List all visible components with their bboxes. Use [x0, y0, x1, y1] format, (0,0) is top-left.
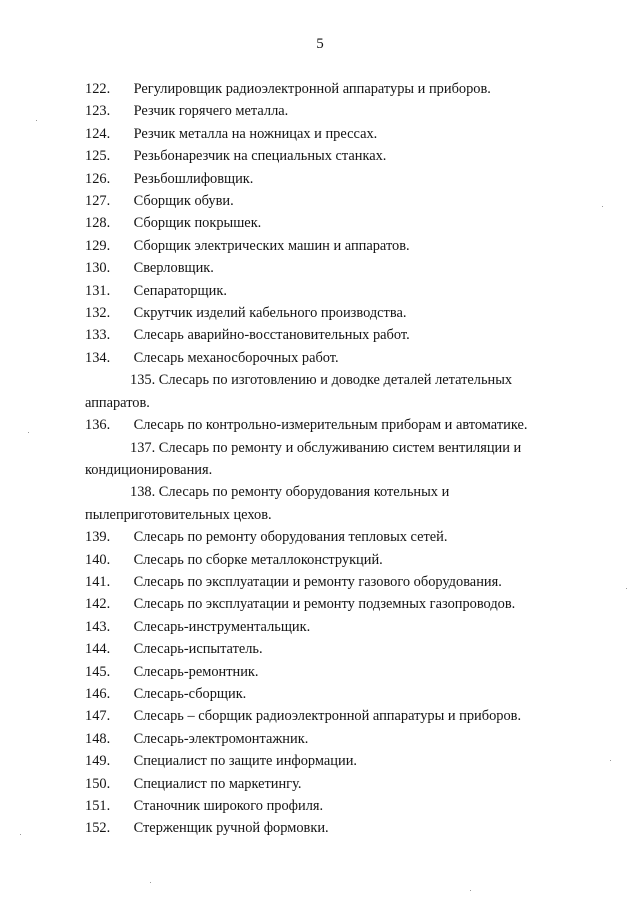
- item-text: Слесарь по эксплуатации и ремонту подземных газопроводов.: [133, 596, 516, 613]
- item-text: Слесарь-инструментальщик.: [133, 618, 311, 635]
- item-number: 127.: [85, 193, 111, 210]
- list-item: [85, 526, 595, 548]
- list-item: [85, 414, 595, 436]
- item-text: Слесарь по эксплуатации и ремонту газового оборудования.: [133, 573, 502, 590]
- item-number: 149.: [85, 753, 111, 770]
- item-text: Слесарь по изготовлению и доводке деталей летательных: [158, 372, 513, 389]
- list-item-multiline: [85, 369, 595, 414]
- list-item: [85, 728, 595, 750]
- list-item: [85, 212, 595, 234]
- item-number: 135.: [130, 372, 156, 389]
- item-number: 152.: [85, 820, 111, 837]
- item-text: Слесарь по сборке металлоконструкций.: [133, 551, 383, 568]
- list-item: [85, 78, 595, 100]
- list-item: [85, 145, 595, 167]
- item-text: Сборщик электрических машин и аппаратов.: [133, 237, 410, 254]
- list-item-multiline: [85, 437, 595, 482]
- item-text: Слесарь-испытатель.: [133, 641, 263, 658]
- item-number: 147.: [85, 708, 111, 725]
- item-text: Сборщик обуви.: [133, 193, 234, 210]
- item-number: 125.: [85, 148, 111, 165]
- scan-speck: [150, 882, 151, 883]
- item-text: Слесарь по ремонту оборудования котельных и: [158, 484, 450, 501]
- list-item: [85, 549, 595, 571]
- item-number: 148.: [85, 730, 111, 747]
- page-number: 5: [316, 36, 324, 52]
- item-number: 137.: [130, 439, 156, 456]
- item-number: 150.: [85, 775, 111, 792]
- item-number: 139.: [85, 529, 111, 546]
- item-number: 133.: [85, 327, 111, 344]
- list-item: [85, 123, 595, 145]
- item-number: 126.: [85, 170, 111, 187]
- scan-speck: [20, 834, 21, 835]
- list-item: [85, 593, 595, 615]
- list-item: [85, 235, 595, 257]
- scan-speck: [28, 432, 29, 433]
- list-item: [85, 280, 595, 302]
- list-item: [85, 638, 595, 660]
- item-continuation: кондиционирования.: [85, 461, 213, 478]
- item-text: Слесарь по ремонту и обслуживанию систем вентиляции и: [158, 439, 522, 456]
- item-number: 140.: [85, 551, 111, 568]
- item-text: Слесарь аварийно-восстановительных работ.: [133, 327, 410, 344]
- item-number: 151.: [85, 798, 111, 814]
- item-first-line: [85, 437, 595, 459]
- list-item: [85, 683, 595, 705]
- item-text: Сборщик покрышек.: [133, 215, 262, 232]
- item-number: 145.: [85, 663, 111, 680]
- list-item: [85, 302, 595, 324]
- scan-speck: [610, 760, 611, 761]
- list-item: [85, 168, 595, 190]
- list-item: [85, 773, 595, 795]
- list-item: [85, 190, 595, 212]
- list-item: [85, 750, 595, 772]
- list-item: [85, 347, 595, 369]
- item-text: Слесарь-электромонтажник.: [133, 730, 309, 747]
- item-text: Слесарь-сборщик.: [133, 685, 247, 702]
- item-continuation: аппаратов.: [85, 394, 150, 411]
- item-text: Слесарь – сборщик радиоэлектронной аппаратуры и приборов.: [133, 708, 522, 725]
- scan-speck: [602, 206, 603, 207]
- list-item: [85, 571, 595, 593]
- item-number: 134.: [85, 349, 111, 366]
- list-item: [85, 661, 595, 683]
- item-number: 136.: [85, 417, 111, 434]
- item-text: Сепараторщик.: [133, 282, 227, 299]
- scan-speck: [470, 890, 471, 891]
- item-first-line: [85, 369, 595, 391]
- list-item: [85, 817, 595, 839]
- item-continuation: пылеприготовительных цехов.: [85, 506, 272, 523]
- item-text: Стерженщик ручной формовки.: [133, 820, 329, 837]
- scan-speck: [36, 120, 37, 121]
- item-number: 130.: [85, 260, 111, 277]
- item-number: 131.: [85, 282, 111, 299]
- item-number: 122.: [85, 81, 111, 97]
- list-item: [85, 705, 595, 727]
- item-number: 138.: [130, 484, 156, 501]
- list-item: [85, 616, 595, 638]
- item-number: 146.: [85, 685, 111, 702]
- item-number: 128.: [85, 215, 111, 232]
- item-text: Резчик горячего металла.: [133, 103, 289, 120]
- item-number: 142.: [85, 596, 111, 613]
- item-number: 129.: [85, 237, 111, 254]
- item-text: Слесарь механосборочных работ.: [133, 349, 339, 366]
- scan-speck: [626, 588, 627, 589]
- item-number: 124.: [85, 125, 111, 142]
- item-number: 143.: [85, 618, 111, 635]
- list-item: [85, 795, 595, 817]
- item-text: Сверловщик.: [133, 260, 214, 277]
- item-text: Резьбонарезчик на специальных станках.: [133, 148, 387, 165]
- item-number: 123.: [85, 103, 111, 120]
- item-number: 144.: [85, 641, 111, 658]
- item-first-line: [85, 481, 595, 503]
- list-item: [85, 257, 595, 279]
- item-number: 141.: [85, 573, 111, 590]
- item-text: Резьбошлифовщик.: [133, 170, 254, 187]
- list-item: [85, 324, 595, 346]
- item-text: Слесарь по ремонту оборудования тепловых сетей.: [133, 529, 448, 546]
- profession-list: [85, 78, 595, 840]
- item-text: Резчик металла на ножницах и прессах.: [133, 125, 378, 142]
- item-text: Регулировщик радиоэлектронной аппаратуры и приборов.: [133, 81, 491, 97]
- item-text: Специалист по защите информации.: [133, 753, 357, 770]
- item-text: Скрутчик изделий кабельного производства.: [133, 305, 407, 322]
- item-text: Слесарь по контрольно-измерительным приборам и автоматике.: [133, 417, 528, 434]
- item-text: Станочник широкого профиля.: [133, 798, 324, 814]
- item-number: 132.: [85, 305, 111, 322]
- list-item: [85, 100, 595, 122]
- list-item-multiline: [85, 481, 595, 526]
- item-text: Слесарь-ремонтник.: [133, 663, 259, 680]
- item-text: Специалист по маркетингу.: [133, 775, 302, 792]
